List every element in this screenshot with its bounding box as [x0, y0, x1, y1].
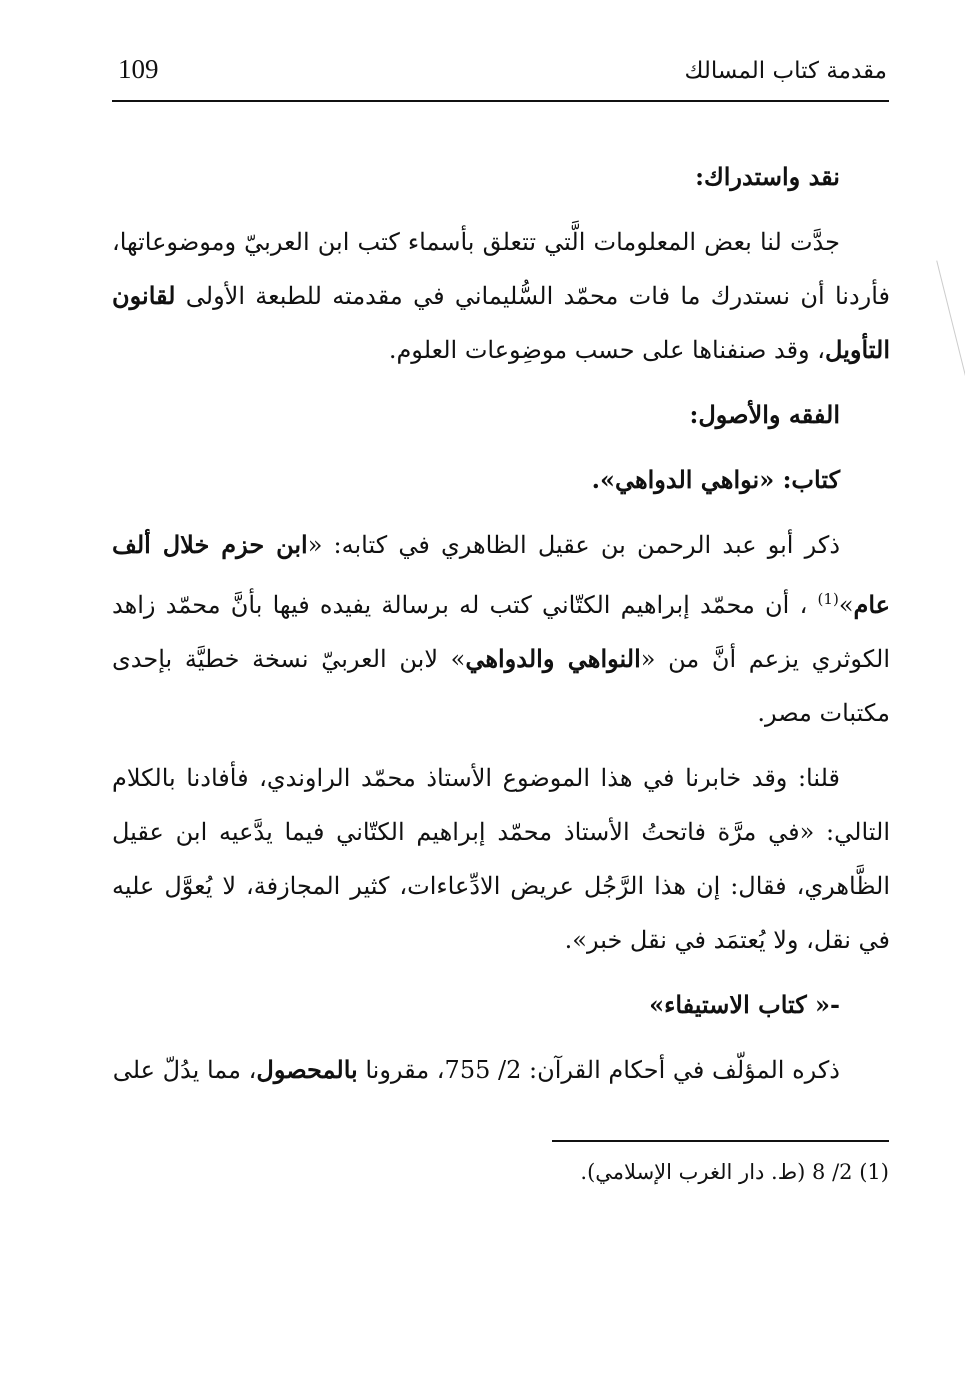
intro-book-title: لقانون التأويل — [112, 281, 890, 364]
p3-text-1: ذكره المؤلّف في أحكام القرآن: 2/ 755، مقرونا — [357, 1056, 840, 1084]
book-title-heading: كتاب: «نواهي الدواهي». — [591, 465, 840, 494]
p1-text-2: » — [838, 591, 854, 619]
p1-text-3: ، أن محمّد إبراهيم الكتّاني كتب له برسالة يفيده فيها بأنَّ محمّد زاهد الكوثري يزعم أنَّ من « — [112, 591, 891, 673]
intro-text-2: ، وقد صنفناها على حسب موضِوعات العلوم. — [388, 336, 826, 364]
scan-artifact — [936, 261, 965, 436]
paragraph-1 — [112, 518, 890, 740]
p1-text-4: » لابن العربيّ نسخة خطيَّة بإحدى مكتبات مصر. — [112, 645, 890, 727]
p1-bold-title: ابن حزم خلال ألف عام — [112, 530, 890, 619]
page-header — [112, 54, 889, 102]
intro-text-1: جدَّت لنا بعض المعلومات الَّتي تتعلق بأسماء كتب ابن العربيّ وموضوعاتها، فأردنا أن نستدرك ما فات محمّد السُّليماني في مقدمته للطبعة الأولى — [112, 228, 890, 310]
p1-text-1: ذكر أبو عبد الرحمن بن عقيل الظاهري في كتابه: « — [307, 531, 840, 559]
page-body — [112, 150, 890, 1108]
page-number: 109 — [118, 54, 159, 84]
footnote-ref[interactable]: (1) — [817, 590, 839, 608]
footnote: (1) 2/ 8 (ط. دار الغرب الإسلامي). — [580, 1160, 889, 1184]
p3-text-2: ، مما يدُلّ على — [112, 1056, 257, 1084]
section-heading: نقد واستدراك: — [695, 162, 840, 191]
subsection-heading: الفقه والأصول: — [689, 400, 840, 429]
footnote-divider — [552, 1140, 889, 1142]
running-title: مقدمة كتاب المسالك — [684, 58, 887, 84]
intro-paragraph — [112, 215, 890, 377]
p1-bold-title-2: النواهي والدواهي — [465, 644, 641, 673]
p3-bold: بالمحصول — [256, 1055, 358, 1084]
paragraph-2: قلنا: وقد خابرنا في هذا الموضوع الأستاذ محمّد الراوندي، فأفادنا بالكلام التالي: «في مرَّة فاتحتُ الأستاذ محمّد إبراهيم الكتّاني فيما يدَّعيه ابن عقيل الظَّاهري، فقال: إن هذا الرَّجُل عريض الادِّعاءات، كثير المجازفة، لا يُعوَّل عليه في نقل، ولا يُعتمَد في نقل خبر». — [112, 764, 890, 954]
book2-heading: -« كتاب الاستيفاء» — [649, 990, 840, 1019]
paragraph-3 — [112, 1043, 890, 1097]
